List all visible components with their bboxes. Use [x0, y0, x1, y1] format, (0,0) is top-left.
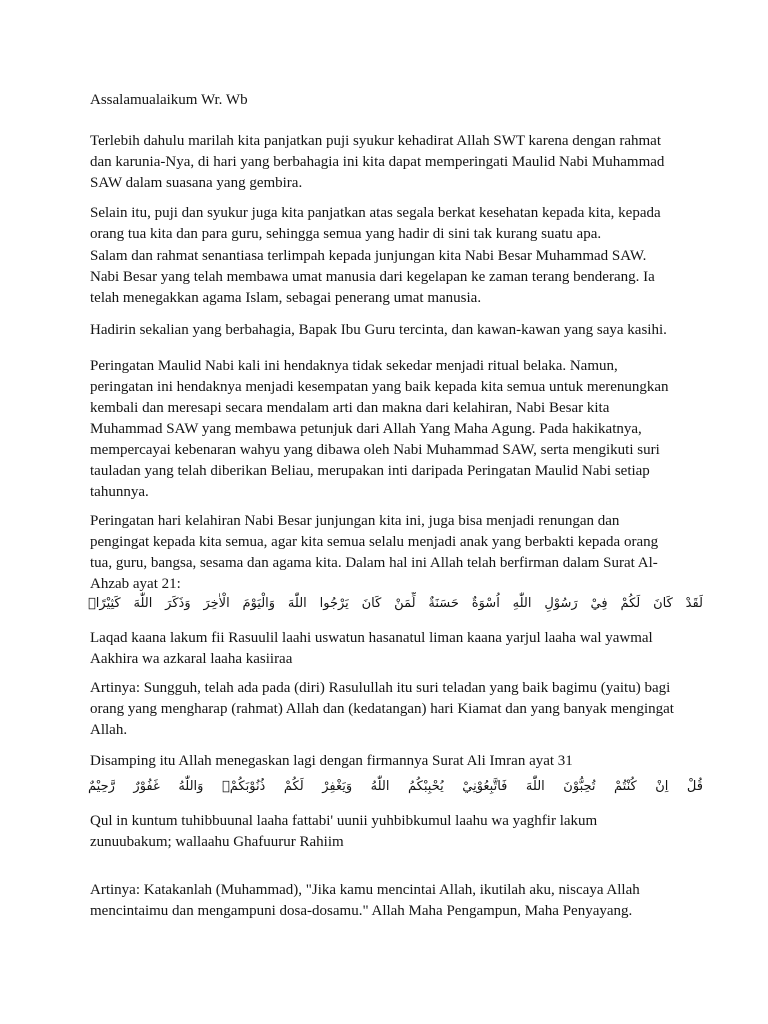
verse1-arabic: لَقَدْ كَانَ لَكُمْ فِيْ رَسُوْلِ اللّٰهِ اُسْوَةٌ حَسَنَةٌ لِّمَنْ كَانَ يَرْجُوا اللّٰهَ وَالْيَوْمَ الْاٰخِرَ وَذَكَرَ اللّٰهَ كَثِيْرًاۗ [88, 596, 703, 611]
verse2-meaning: Artinya: Katakanlah (Muhammad), "Jika kamu mencintai Allah, ikutilah aku, niscaya Allah mencintaimu dan mengampuni dosa-dosamu." Allah Maha Pengampun, Maha Penyayang. [90, 882, 640, 919]
commemoration-paragraph: Peringatan Maulid Nabi kali ini hendaknya tidak sekedar menjadi ritual belaka. Namun, peringatan ini hendaknya menjadi kesempatan yang baik kepada kita semua untuk merenungkan kembali dan meresapi secara mendalam arti dan makna dari kelahiran, Nabi Besar kita Muhammad SAW yang membawa petunjuk dari Allah Yang Maha Agung. Pada hakikatnya, mempercayai kebenaran wahyu yang dibawa oleh Nabi Muhammad SAW, serta mengikuti suri tauladan yang telah diberikan Beliau, merupakan inti daripada Peringatan Maulid Nabi setiap tahunnya. [90, 358, 669, 500]
audience-paragraph: Hadirin sekalian yang berbahagia, Bapak Ibu Guru tercinta, dan kawan-kawan yang saya kasihi. [90, 322, 667, 338]
salawat-paragraph: Salam dan rahmat senantiasa terlimpah kepada junjungan kita Nabi Besar Muhammad SAW. Nabi Besar yang telah membawa umat manusia dari kegelapan ke zaman terang benderang. Ia telah menegakkan agama Islam, sebagai penerang umat manusia. [90, 248, 655, 306]
reflection-paragraph: Peringatan hari kelahiran Nabi Besar junjungan kita ini, juga bisa menjadi renungan dan pengingat kepada kita semua, agar kita semua selalu menjadi anak yang berbakti kepada orang tua, guru, bangsa, sesama dan agama kita. Dalam hal ini Allah telah berfirman dalam Surat Al- Ahzab ayat 21: [90, 513, 659, 592]
thanks-paragraph: Selain itu, puji dan syukur juga kita panjatkan atas segala berkat kesehatan kepada kita, kepada orang tua kita dan para guru, sehingga semua yang hadir di sini tak kurang suatu apa. [90, 205, 661, 242]
verse2-intro: Disamping itu Allah menegaskan lagi dengan firmannya Surat Ali Imran ayat 31 [90, 753, 573, 769]
verse2-arabic: قُلْ اِنْ كُنْتُمْ تُحِبُّوْنَ اللّٰهَ فَاتَّبِعُوْنِيْ يُحْبِبْكُمُ اللّٰهُ وَيَغْفِرْ لَكُمْ ذُنُوْبَكُمْۗ وَاللّٰهُ غَفُوْرٌ رَّحِيْمٌ [88, 779, 703, 794]
verse1-latin: Laqad kaana lakum fii Rasuulil laahi uswatun hasanatul liman kaana yarjul laaha wal yawmal Aakhira wa azkaral laaha kasiiraa [90, 630, 653, 667]
verse2-latin: Qul in kuntum tuhibbuunal laaha fattabi' uunii yuhbibkumul laahu wa yaghfir lakum zunuubakum; wallaahu Ghafuurur Rahiim [90, 813, 598, 850]
verse1-meaning: Artinya: Sungguh, telah ada pada (diri) Rasulullah itu suri teladan yang baik bagimu (yaitu) bagi orang yang mengharap (rahmat) Allah dan (kedatangan) hari Kiamat dan yang banyak mengingat Allah. [90, 680, 674, 738]
greeting-text: Assalamualaikum Wr. Wb [90, 92, 248, 108]
intro-paragraph: Terlebih dahulu marilah kita panjatkan puji syukur kehadirat Allah SWT karena dengan rahmat dan karunia-Nya, di hari yang berbahagia ini kita dapat memperingati Maulid Nabi Muhammad SAW dalam suasana yang gembira. [90, 133, 665, 191]
